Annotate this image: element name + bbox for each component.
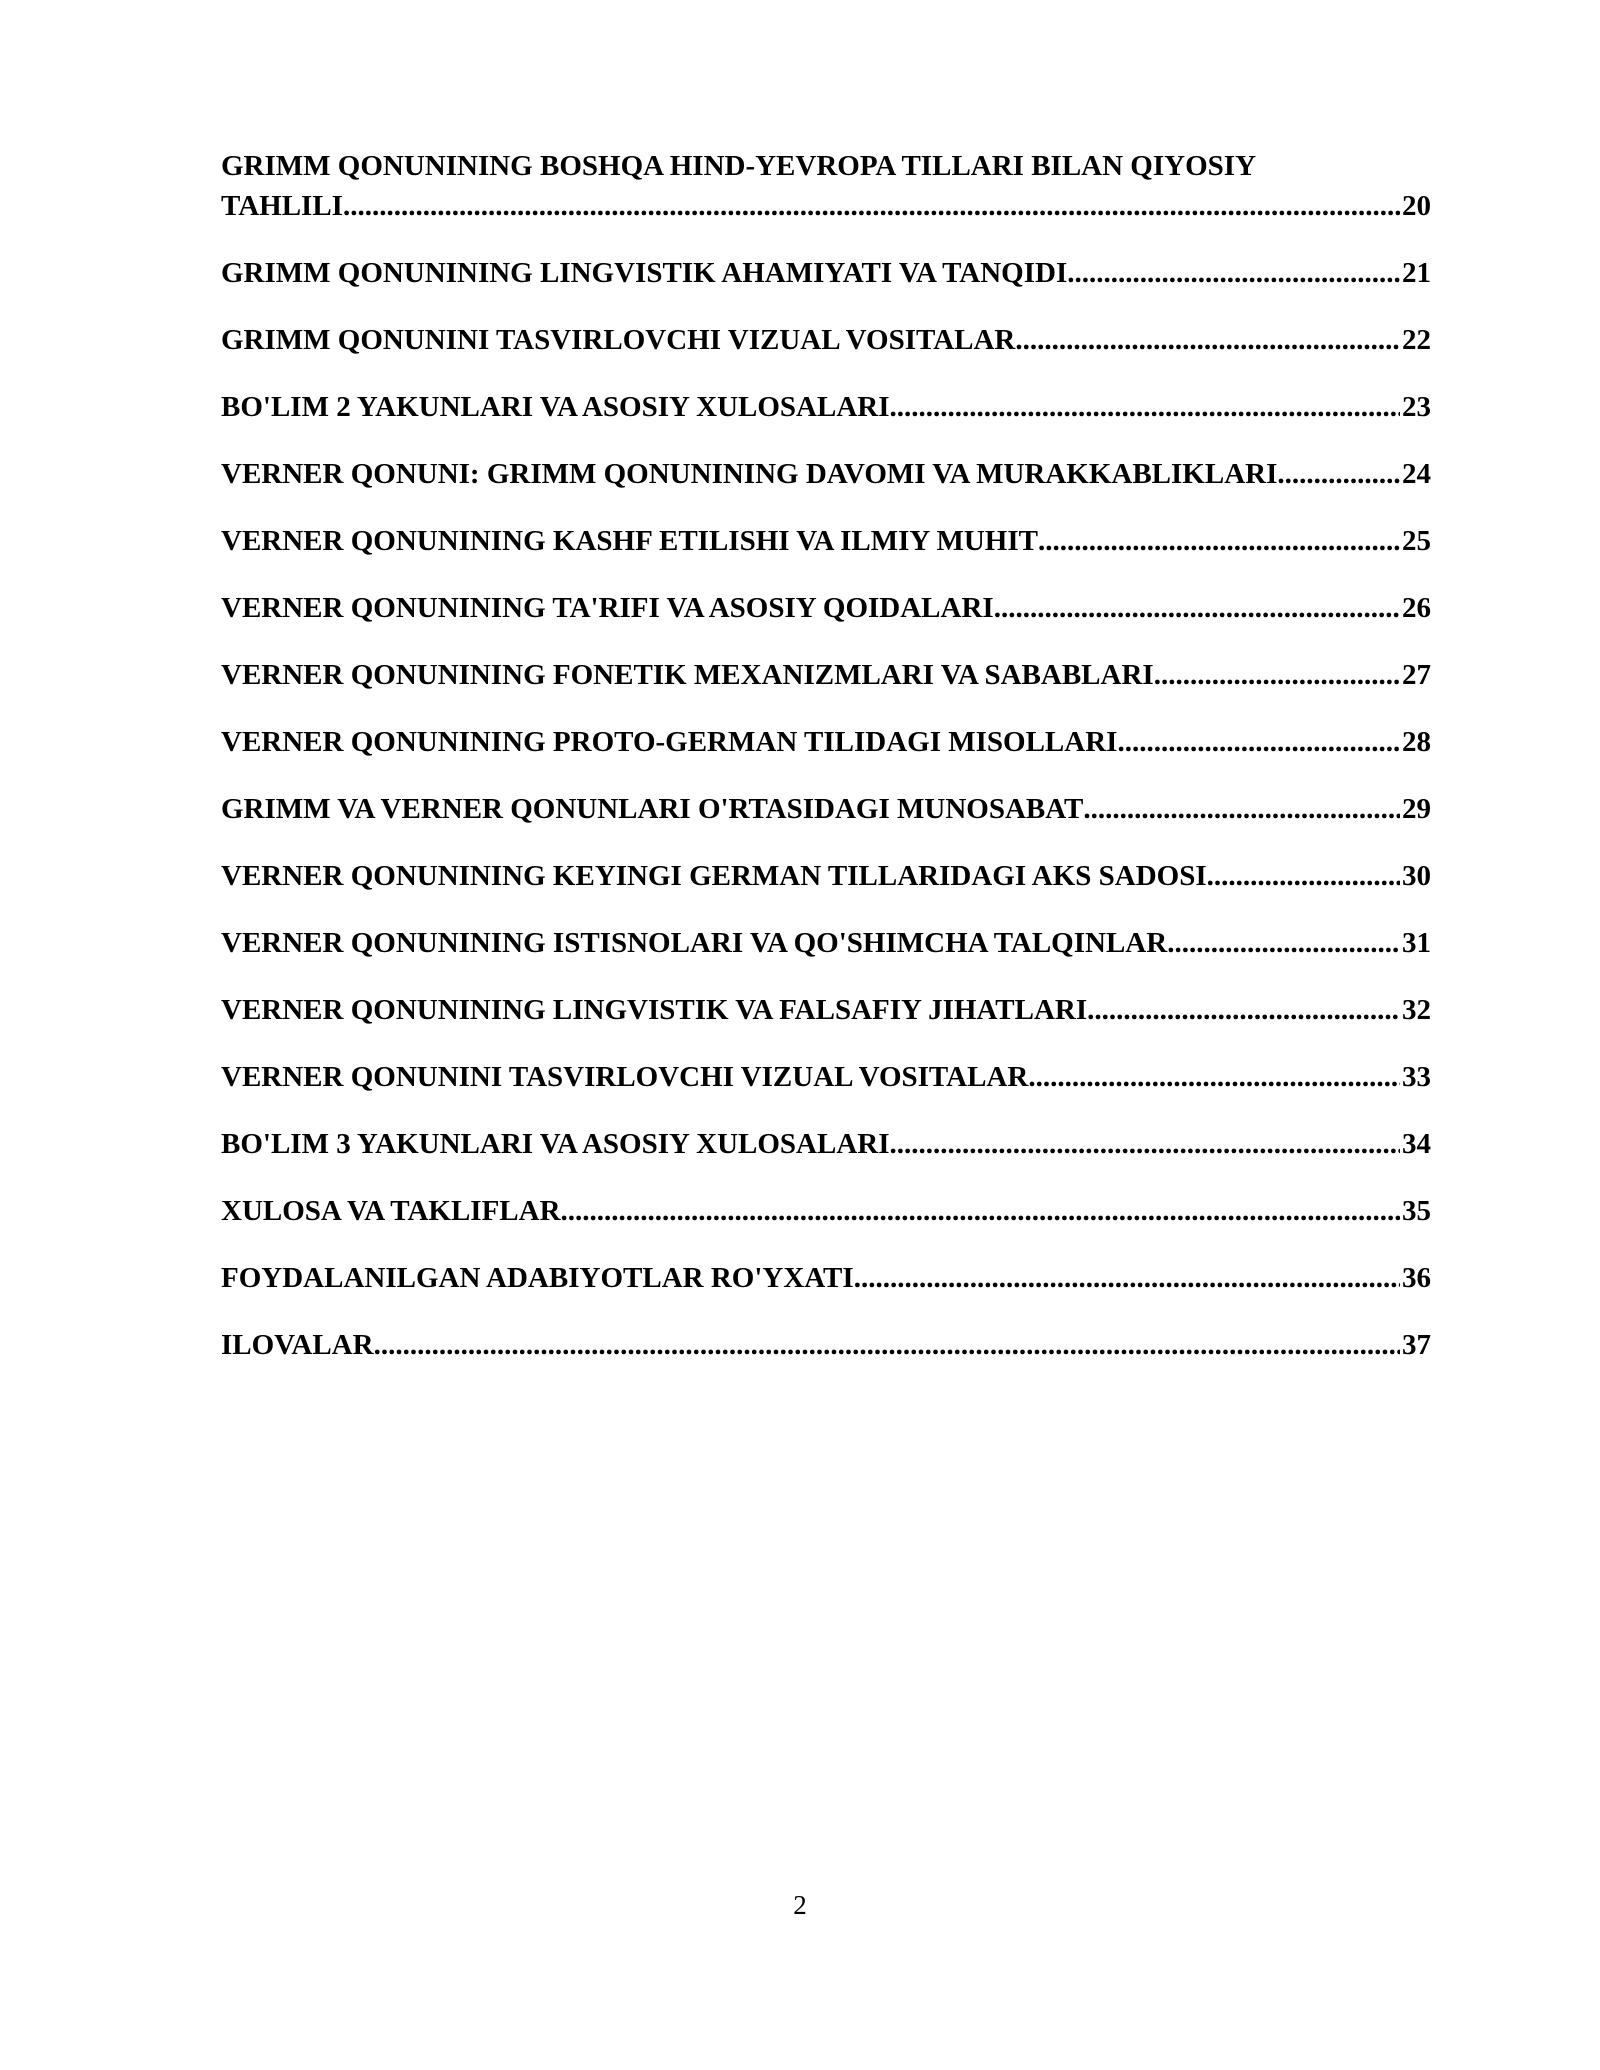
toc-leader-dots (854, 1258, 1400, 1298)
toc-entry-title: VERNER QONUNINING ISTISNOLARI VA QO'SHIMCHA TALQINLAR (221, 927, 1168, 959)
toc-entry-page: 33 (1402, 1061, 1431, 1093)
toc-leader-dots (1028, 1057, 1400, 1097)
toc-entry[interactable] (221, 990, 1431, 1030)
toc-entry-page: 34 (1402, 1128, 1431, 1160)
toc-entry[interactable] (221, 789, 1431, 829)
toc-entry-title: VERNER QONUNI: GRIMM QONUNINING DAVOMI VA MURAKKABLIKLARI (221, 458, 1278, 490)
toc-entry-title: VERNER QONUNINING KEYINGI GERMAN TILLARIDAGI AKS SADOSI (221, 860, 1207, 892)
toc-entry[interactable] (221, 1258, 1431, 1298)
toc-entry-title: VERNER QONUNINING TA'RIFI VA ASOSIY QOIDALARI (221, 592, 994, 624)
toc-entry[interactable] (221, 146, 1431, 226)
toc-entry[interactable] (221, 253, 1431, 293)
toc-entry-page: 29 (1402, 793, 1431, 825)
toc-entry-title: ILOVALAR (221, 1329, 374, 1361)
toc-leader-dots (1277, 454, 1400, 494)
toc-entry[interactable] (221, 1325, 1431, 1365)
toc-leader-dots (1087, 990, 1400, 1030)
toc-entry[interactable] (221, 655, 1431, 695)
toc-entry-page: 31 (1402, 927, 1431, 959)
toc-entry-page: 32 (1402, 994, 1431, 1026)
toc-entry[interactable] (221, 856, 1431, 896)
toc-leader-dots (1083, 789, 1400, 829)
toc-leader-dots (561, 1191, 1400, 1231)
toc-entry[interactable] (221, 1057, 1431, 1097)
toc-entry-page: 28 (1402, 726, 1431, 758)
toc-entry-page: 25 (1402, 525, 1431, 557)
toc-entry-page: 35 (1402, 1195, 1431, 1227)
toc-entry[interactable] (221, 923, 1431, 963)
toc-entry-title: GRIMM VA VERNER QONUNLARI O'RTASIDAGI MUNOSABAT (221, 793, 1084, 825)
toc-entry-title: FOYDALANILGAN ADABIYOTLAR RO'YXATI (221, 1262, 854, 1294)
toc-entry-title: GRIMM QONUNINI TASVIRLOVCHI VIZUAL VOSITALAR (221, 324, 1016, 356)
toc-entry-title: VERNER QONUNINI TASVIRLOVCHI VIZUAL VOSITALAR (221, 1061, 1029, 1093)
toc-entry-title: VERNER QONUNINING LINGVISTIK VA FALSAFIY JIHATLARI (221, 994, 1088, 1026)
toc-entry[interactable] (221, 320, 1431, 360)
toc-entry-title: BO'LIM 3 YAKUNLARI VA ASOSIY XULOSALARI (221, 1128, 890, 1160)
toc-entry[interactable] (221, 454, 1431, 494)
table-of-contents (221, 146, 1431, 1392)
toc-entry-page: 27 (1402, 659, 1431, 691)
toc-entry-title: VERNER QONUNINING PROTO-GERMAN TILIDAGI MISOLLARI (221, 726, 1118, 758)
toc-leader-dots (1117, 722, 1400, 762)
toc-leader-dots (1167, 923, 1400, 963)
toc-entry-page: 37 (1402, 1329, 1431, 1361)
toc-entry[interactable] (221, 387, 1431, 427)
toc-entry-page: 20 (1402, 190, 1431, 222)
toc-leader-dots (374, 1325, 1400, 1365)
toc-entry-page: 24 (1402, 458, 1431, 490)
toc-leader-dots (1154, 655, 1400, 695)
toc-entry-title: VERNER QONUNINING FONETIK MEXANIZMLARI VA SABABLARI (221, 659, 1154, 691)
toc-entry[interactable] (221, 1191, 1431, 1231)
toc-leader-dots (1067, 253, 1400, 293)
toc-entry-page: 23 (1402, 391, 1431, 423)
toc-entry-title: GRIMM QONUNINING LINGVISTIK AHAMIYATI VA TANQIDI (221, 257, 1068, 289)
toc-leader-dots (1015, 320, 1400, 360)
toc-leader-dots (343, 186, 1400, 226)
toc-entry-page: 36 (1402, 1262, 1431, 1294)
toc-leader-dots (890, 1124, 1400, 1164)
toc-entry-title: VERNER QONUNINING KASHF ETILISHI VA ILMIY MUHIT (221, 525, 1038, 557)
toc-entry-title: XULOSA VA TAKLIFLAR (221, 1195, 561, 1227)
page-number: 2 (793, 1890, 807, 1920)
toc-leader-dots (1207, 856, 1400, 896)
toc-leader-dots (994, 588, 1400, 628)
toc-entry-title-line1: GRIMM QONUNINING BOSHQA HIND-YEVROPA TILLARI BILAN QIYOSIY (221, 150, 1257, 182)
toc-entry[interactable] (221, 722, 1431, 762)
toc-entry-title: TAHLILI (221, 190, 343, 222)
toc-entry-page: 26 (1402, 592, 1431, 624)
toc-entry[interactable] (221, 521, 1431, 561)
toc-entry-title: BO'LIM 2 YAKUNLARI VA ASOSIY XULOSALARI (221, 391, 890, 423)
toc-entry[interactable] (221, 588, 1431, 628)
toc-leader-dots (1038, 521, 1400, 561)
toc-entry-page: 22 (1402, 324, 1431, 356)
toc-entry-page: 30 (1402, 860, 1431, 892)
toc-leader-dots (890, 387, 1400, 427)
toc-entry[interactable] (221, 1124, 1431, 1164)
toc-entry-page: 21 (1402, 257, 1431, 289)
